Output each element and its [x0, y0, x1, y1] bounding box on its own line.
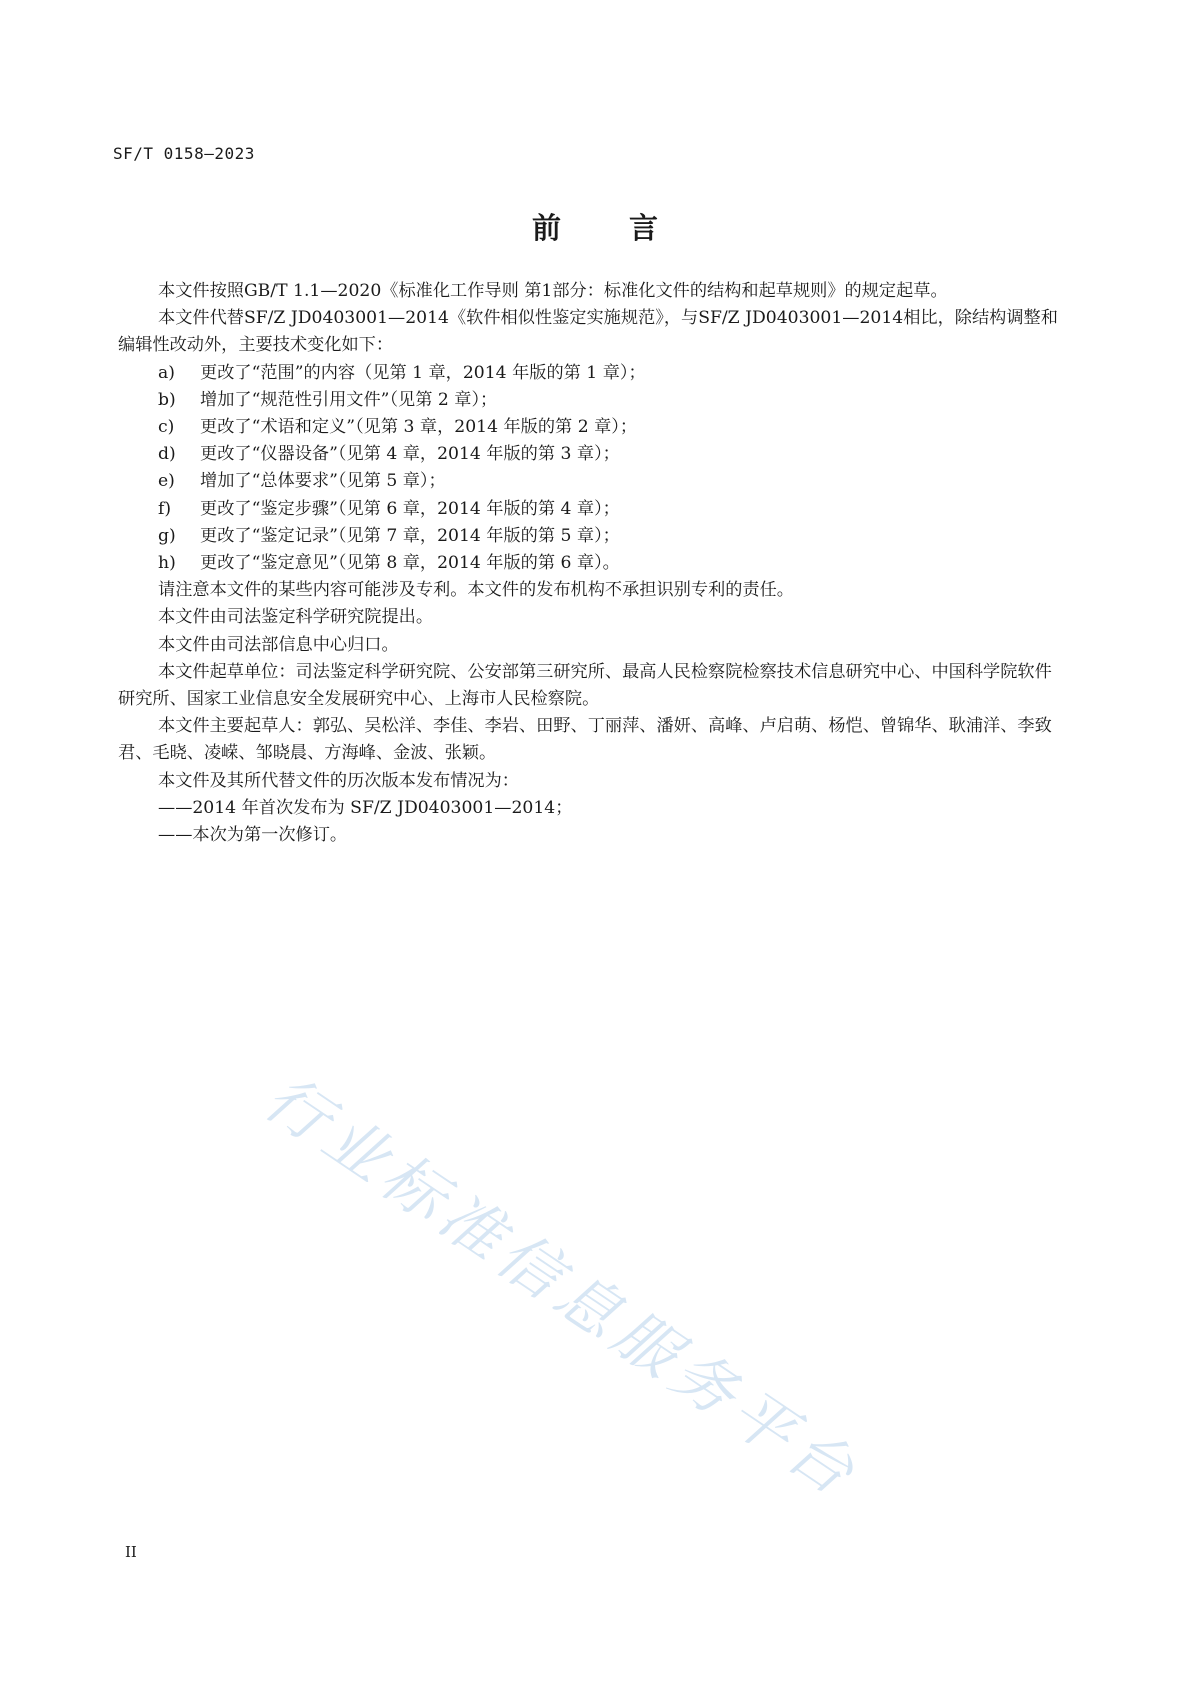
list-item-text: 更改了“鉴定意见”（见第 8 章，2014 年版的第 6 章）。 [200, 553, 620, 574]
list-item-label: f) [158, 498, 172, 519]
title-char-2: 言 [629, 211, 659, 245]
paragraph-drafting-units: 本文件起草单位：司法鉴定科学研究院、公安部第三研究所、最高人民检察院检察技术信息研究中心、中国科学院软件研究所、国家工业信息安全发展研究中心、上海市人民检察院。 [118, 661, 1052, 710]
list-item [158, 523, 1064, 550]
list-item-label: a) [158, 362, 175, 383]
paragraph-centralized: 本文件由司法部信息中心归口。 [158, 634, 399, 655]
paragraph-replacement: 本文件代替SF/Z JD0403001—2014《软件相似性鉴定实施规范》，与SF/Z JD0403001—2014相比，除结构调整和编辑性改动外，主要技术变化如下： [118, 308, 1058, 356]
watermark: 行业标准信息服务平台 [251, 1060, 874, 1513]
list-item [158, 414, 1064, 441]
list-item [158, 496, 1064, 523]
list-item [158, 441, 1064, 468]
list-item-label: b) [158, 389, 176, 410]
paragraph-history-intro: 本文件及其所代替文件的历次版本发布情况为： [158, 770, 519, 791]
list-item-text: 更改了“范围”的内容（见第 1 章，2014 年版的第 1 章）； [200, 362, 646, 383]
list-item [158, 468, 1064, 495]
document-code: SF/T 0158—2023 [113, 144, 255, 163]
paragraph-patent-notice: 请注意本文件的某些内容可能涉及专利。本文件的发布机构不承担识别专利的责任。 [158, 580, 794, 601]
list-item-label: h) [158, 553, 176, 574]
list-item-label: e) [158, 471, 175, 492]
list-item-text: 更改了“仪器设备”（见第 4 章，2014 年版的第 3 章）； [200, 444, 620, 465]
history-item: ——2014 年首次发布为 SF/Z JD0403001—2014； [158, 797, 573, 818]
list-item [158, 550, 1064, 577]
list-item-text: 更改了“鉴定记录”（见第 7 章，2014 年版的第 5 章）； [200, 525, 620, 546]
paragraph-drafting-rules: 本文件按照GB/T 1.1—2020《标准化工作导则 第1部分：标准化文件的结构和起草规则》的规定起草。 [158, 281, 948, 301]
list-item-text: 增加了“总体要求”（见第 5 章）； [200, 471, 446, 492]
list-item-label: g) [158, 525, 176, 546]
history-item: ——本次为第一次修订。 [158, 825, 348, 846]
change-list [118, 360, 1064, 578]
list-item [158, 360, 1064, 387]
paragraph-drafters: 本文件主要起草人：郭弘、吴松洋、李佳、李岩、田野、丁丽萍、潘妍、高峰、卢启萌、杨恺、曾锦华、耿浦洋、李致君、毛晓、凌嵘、邹晓晨、方海峰、金波、张颖。 [118, 716, 1052, 764]
page-number: II [125, 1543, 137, 1561]
title-char-1: 前 [531, 211, 561, 245]
list-item [158, 387, 1064, 414]
paragraph-proposer: 本文件由司法鉴定科学研究院提出。 [158, 607, 434, 628]
foreword-body [118, 278, 1064, 849]
list-item-text: 更改了“鉴定步骤”（见第 6 章，2014 年版的第 4 章）； [200, 498, 620, 519]
list-item-text: 更改了“术语和定义”（见第 3 章，2014 年版的第 2 章）； [200, 417, 638, 438]
list-item-text: 增加了“规范性引用文件”（见第 2 章）； [200, 389, 498, 410]
list-item-label: c) [158, 417, 175, 438]
page-title [0, 206, 1190, 247]
list-item-label: d) [158, 444, 176, 465]
